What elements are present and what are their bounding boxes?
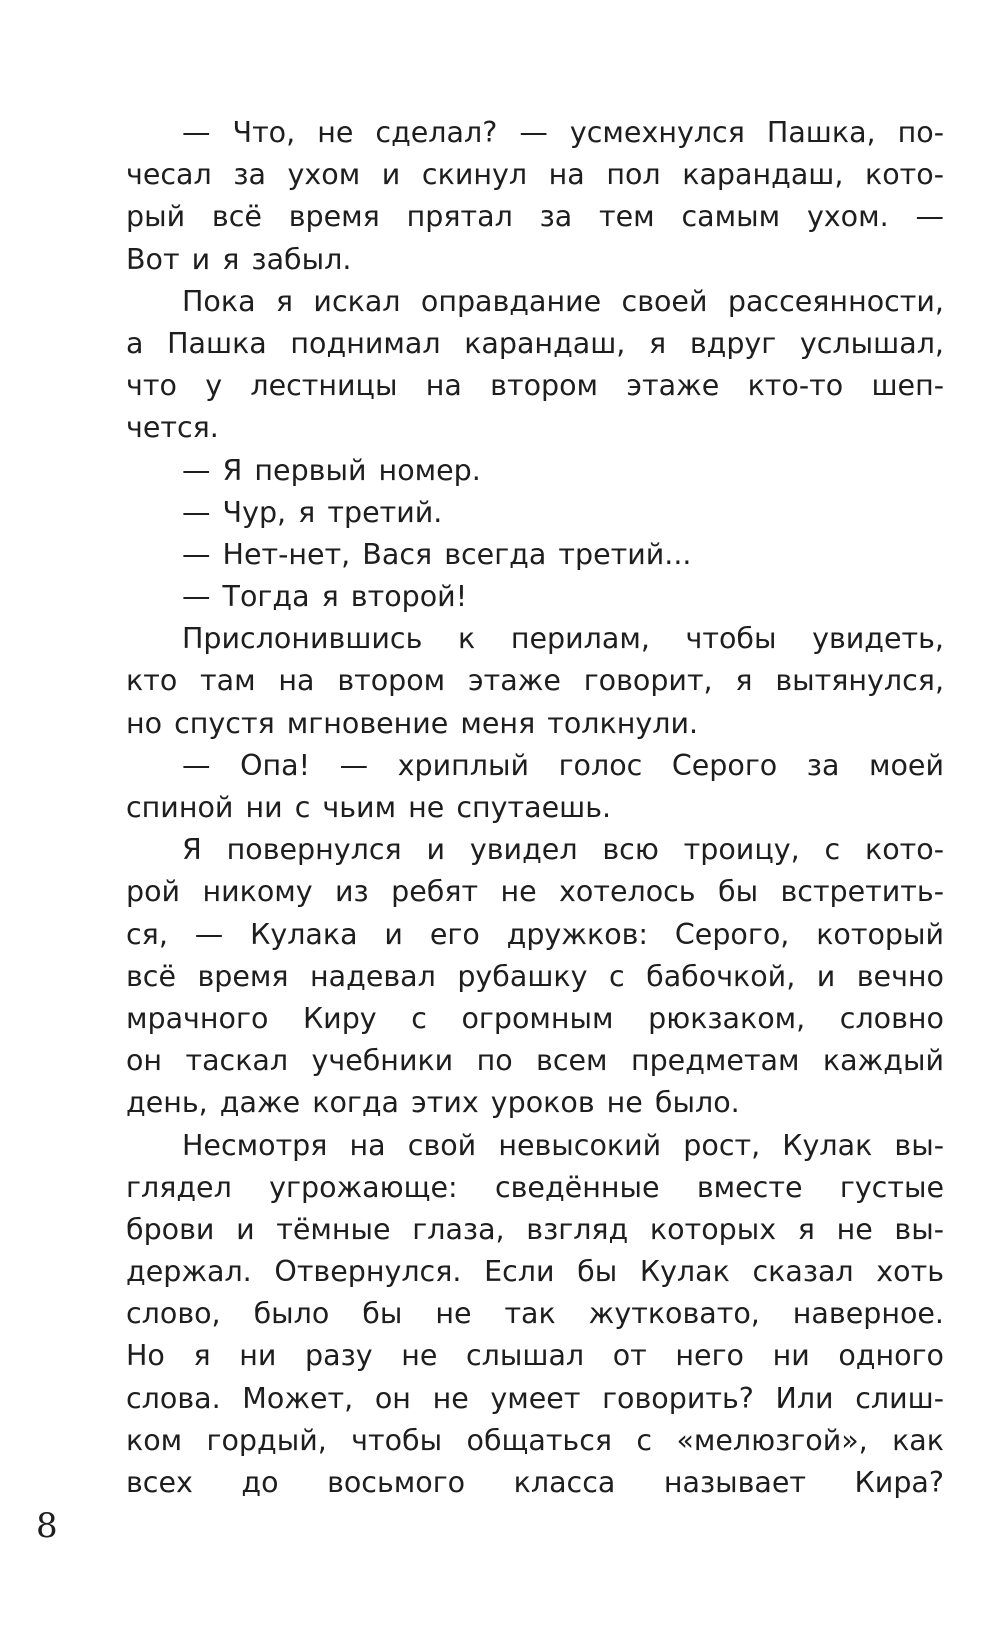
text-line: всё время надевал рубашку с бабочкой, и вечно [126, 959, 944, 993]
text-line: — Что, не сделал? — усмехнулся Пашка, по- [182, 116, 944, 149]
text-line: Пока я искал оправдание своей рассеянности, [182, 284, 944, 318]
text-line: Я повернулся и увидел всю троицу, с кото- [182, 833, 944, 867]
text-line: брови и тёмные глаза, взгляд которых я не вы- [126, 1212, 944, 1246]
text-line: — Нет-нет, Вася всегда третий... [182, 537, 692, 571]
page-number: 8 [36, 1506, 58, 1546]
text-line: Несмотря на свой невысокий рост, Кулак вы- [182, 1128, 944, 1162]
text-line: кто там на втором этаже говорит, я вытянулся, [126, 664, 944, 698]
text-line: день, даже когда этих уроков не было. [126, 1086, 740, 1120]
text-line: — Чур, я третий. [182, 495, 443, 529]
text-line: всех до восьмого класса называет Кира? [126, 1466, 944, 1499]
text-line: рый всё время прятал за тем самым ухом. — [126, 200, 944, 234]
text-line: Прислонившись к перилам, чтобы увидеть, [182, 622, 944, 656]
text-line: Но я ни разу не слышал от него ни одного [126, 1339, 944, 1373]
text-line: — Тогда я второй! [182, 580, 468, 614]
text-line: слово, было бы не так жутковато, наверное. [126, 1297, 944, 1331]
text-line: что у лестницы на втором этаже кто-то шеп- [126, 369, 944, 403]
text-line: а Пашка поднимал карандаш, я вдруг услышал, [126, 326, 944, 360]
text-line: рой никому из ребят не хотелось бы встретить- [126, 875, 944, 909]
text-line: — Опа! — хриплый голос Серого за моей [182, 748, 944, 782]
text-line: мрачного Киру с огромным рюкзаком, словно [126, 1001, 944, 1035]
text-line: слова. Может, он не умеет говорить? Или слиш- [126, 1381, 944, 1415]
text-line: он таскал учебники по всем предметам каждый [126, 1044, 944, 1078]
text-line: спиной ни с чьим не спутаешь. [126, 791, 612, 824]
text-line: — Я первый номер. [182, 453, 481, 487]
text-line: ся, — Кулака и его дружков: Серого, который [126, 917, 944, 951]
text-line: чесал за ухом и скинул на пол карандаш, кото- [126, 158, 944, 192]
body-text [126, 112, 944, 1504]
text-line: ком гордый, чтобы общаться с «мелюзгой», как [126, 1423, 944, 1457]
text-line: но спустя мгновение меня толкнули. [126, 706, 699, 740]
text-line: чется. [126, 411, 219, 445]
text-line: Вот и я забыл. [126, 242, 352, 276]
text-line: глядел угрожающе: сведённые вместе густые [126, 1170, 944, 1204]
text-line: держал. Отвернулся. Если бы Кулак сказал хоть [126, 1255, 944, 1289]
